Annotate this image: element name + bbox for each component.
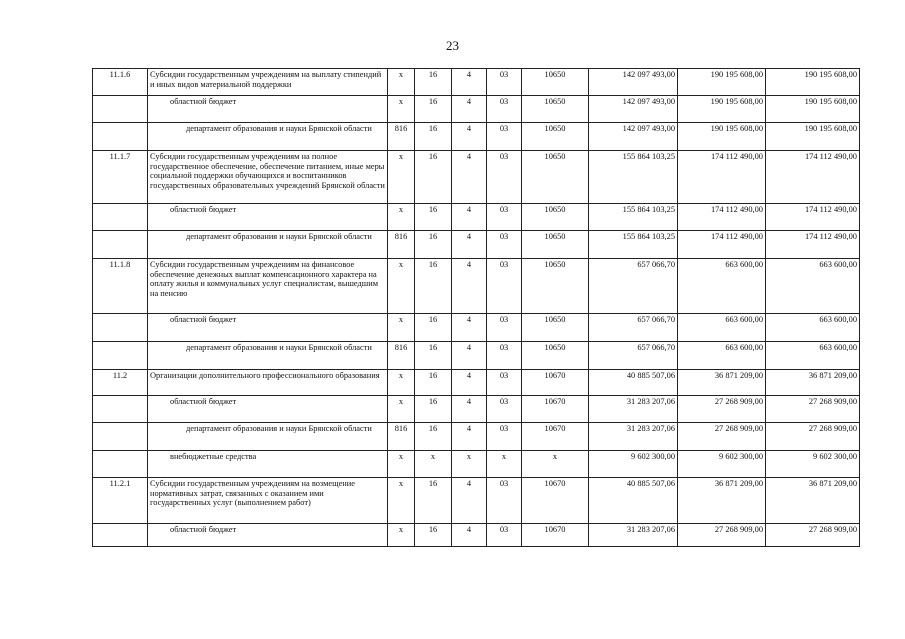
amount-3-cell: 36 871 209,00: [766, 478, 860, 524]
row-number-cell: [93, 231, 148, 259]
admin-code-cell: х: [388, 314, 415, 342]
amount-1-cell: 31 283 207,06: [589, 396, 678, 423]
section-code-cell: 16: [415, 123, 452, 151]
subsection-code-cell: 4: [452, 96, 487, 123]
admin-code-cell: 816: [388, 123, 415, 151]
target-code-cell: х: [487, 451, 522, 478]
row-name-cell: областной бюджет: [148, 396, 388, 423]
row-number-cell: [93, 96, 148, 123]
amount-1-cell: 657 066,70: [589, 259, 678, 314]
expense-code-cell: 10650: [522, 231, 589, 259]
target-code-cell: 03: [487, 69, 522, 96]
expense-code-cell: 10650: [522, 151, 589, 204]
expense-code-cell: 10650: [522, 342, 589, 370]
admin-code-cell: 816: [388, 423, 415, 451]
target-code-cell: 03: [487, 342, 522, 370]
amount-1-cell: 31 283 207,06: [589, 423, 678, 451]
section-code-cell: 16: [415, 231, 452, 259]
row-number-cell: 11.2.1: [93, 478, 148, 524]
amount-2-cell: 9 602 300,00: [678, 451, 766, 478]
table-row: [93, 151, 860, 204]
table-row: [93, 396, 860, 423]
subsection-code-cell: 4: [452, 423, 487, 451]
section-code-cell: 16: [415, 524, 452, 547]
amount-3-cell: 27 268 909,00: [766, 423, 860, 451]
amount-1-cell: 142 097 493,00: [589, 123, 678, 151]
amount-3-cell: 174 112 490,00: [766, 204, 860, 231]
expense-code-cell: 10670: [522, 370, 589, 396]
amount-3-cell: 36 871 209,00: [766, 370, 860, 396]
expense-code-cell: 10650: [522, 204, 589, 231]
subsection-code-cell: 4: [452, 478, 487, 524]
row-name-text: департамент образования и науки Брянской области: [186, 232, 372, 241]
admin-code-cell: х: [388, 478, 415, 524]
row-number-cell: [93, 342, 148, 370]
section-code-cell: х: [415, 451, 452, 478]
subsection-code-cell: 4: [452, 342, 487, 370]
table-row: [93, 314, 860, 342]
amount-2-cell: 27 268 909,00: [678, 396, 766, 423]
row-name-text: департамент образования и науки Брянской области: [186, 124, 372, 133]
target-code-cell: 03: [487, 314, 522, 342]
amount-2-cell: 190 195 608,00: [678, 96, 766, 123]
row-number-cell: [93, 524, 148, 547]
amount-1-cell: 40 885 507,06: [589, 370, 678, 396]
section-code-cell: 16: [415, 69, 452, 96]
amount-2-cell: 36 871 209,00: [678, 478, 766, 524]
row-name-cell: [148, 231, 388, 259]
amount-1-cell: 142 097 493,00: [589, 96, 678, 123]
amount-3-cell: 663 600,00: [766, 259, 860, 314]
amount-1-cell: 142 097 493,00: [589, 69, 678, 96]
section-code-cell: 16: [415, 396, 452, 423]
row-name-cell: Субсидии государственным учреждениям на финансовое обеспечение денежных выплат компенсационного характера на оплату жилья и коммунальных услуг специалистам, вышедшим на пенсию: [148, 259, 388, 314]
admin-code-cell: х: [388, 524, 415, 547]
expense-code-cell: х: [522, 451, 589, 478]
subsection-code-cell: 4: [452, 396, 487, 423]
row-name-cell: Субсидии государственным учреждениям на выплату стипендий и иных видов материальной поддержки: [148, 69, 388, 96]
subsection-code-cell: 4: [452, 314, 487, 342]
target-code-cell: 03: [487, 151, 522, 204]
amount-1-cell: 657 066,70: [589, 314, 678, 342]
admin-code-cell: х: [388, 204, 415, 231]
admin-code-cell: х: [388, 396, 415, 423]
amount-1-cell: 31 283 207,06: [589, 524, 678, 547]
row-number-cell: 11.1.6: [93, 69, 148, 96]
expense-code-cell: 10650: [522, 96, 589, 123]
expense-code-cell: 10650: [522, 69, 589, 96]
subsection-code-cell: 4: [452, 370, 487, 396]
row-name-cell: [148, 123, 388, 151]
row-name-text: департамент образования и науки Брянской области: [186, 343, 372, 352]
expense-code-cell: 10650: [522, 123, 589, 151]
row-number-cell: 11.1.8: [93, 259, 148, 314]
amount-3-cell: 190 195 608,00: [766, 96, 860, 123]
admin-code-cell: х: [388, 69, 415, 96]
row-number-cell: [93, 204, 148, 231]
amount-2-cell: 36 871 209,00: [678, 370, 766, 396]
table-row: [93, 69, 860, 96]
page-number: 23: [446, 38, 459, 53]
table-row: [93, 478, 860, 524]
row-name-cell: Субсидии государственным учреждениям на полное государственное обеспечение, обеспечение питанием, иные меры социальной поддержки обучающихся и воспитанников государственных образовательных учреждений Брянской области: [148, 151, 388, 204]
row-number-cell: 11.2: [93, 370, 148, 396]
expense-code-cell: 10670: [522, 524, 589, 547]
table-row: [93, 204, 860, 231]
target-code-cell: 03: [487, 204, 522, 231]
row-number-cell: 11.1.7: [93, 151, 148, 204]
amount-1-cell: 155 864 103,25: [589, 231, 678, 259]
amount-1-cell: 9 602 300,00: [589, 451, 678, 478]
amount-2-cell: 27 268 909,00: [678, 423, 766, 451]
target-code-cell: 03: [487, 478, 522, 524]
subsection-code-cell: 4: [452, 69, 487, 96]
budget-table: [92, 68, 860, 547]
row-name-cell: областной бюджет: [148, 314, 388, 342]
row-name-cell: Организации дополнительного профессионального образования: [148, 370, 388, 396]
section-code-cell: 16: [415, 342, 452, 370]
target-code-cell: 03: [487, 231, 522, 259]
section-code-cell: 16: [415, 259, 452, 314]
row-number-cell: [93, 451, 148, 478]
admin-code-cell: 816: [388, 342, 415, 370]
table-row: [93, 524, 860, 547]
row-name-text: департамент образования и науки Брянской области: [186, 424, 372, 433]
amount-1-cell: 657 066,70: [589, 342, 678, 370]
amount-2-cell: 27 268 909,00: [678, 524, 766, 547]
table-row: [93, 259, 860, 314]
expense-code-cell: 10670: [522, 478, 589, 524]
amount-3-cell: 174 112 490,00: [766, 231, 860, 259]
table-row: [93, 96, 860, 123]
amount-1-cell: 155 864 103,25: [589, 151, 678, 204]
row-name-cell: [148, 342, 388, 370]
amount-2-cell: 663 600,00: [678, 314, 766, 342]
row-name-cell: областной бюджет: [148, 204, 388, 231]
table-row: [93, 123, 860, 151]
row-number-cell: [93, 423, 148, 451]
target-code-cell: 03: [487, 96, 522, 123]
admin-code-cell: х: [388, 451, 415, 478]
target-code-cell: 03: [487, 524, 522, 547]
section-code-cell: 16: [415, 423, 452, 451]
subsection-code-cell: 4: [452, 259, 487, 314]
table-row: [93, 342, 860, 370]
section-code-cell: 16: [415, 204, 452, 231]
amount-3-cell: 27 268 909,00: [766, 396, 860, 423]
section-code-cell: 16: [415, 478, 452, 524]
amount-3-cell: 663 600,00: [766, 342, 860, 370]
amount-1-cell: 40 885 507,06: [589, 478, 678, 524]
subsection-code-cell: 4: [452, 524, 487, 547]
subsection-code-cell: х: [452, 451, 487, 478]
target-code-cell: 03: [487, 396, 522, 423]
row-name-cell: областной бюджет: [148, 524, 388, 547]
table-body: [93, 69, 860, 547]
admin-code-cell: х: [388, 370, 415, 396]
target-code-cell: 03: [487, 259, 522, 314]
expense-code-cell: 10670: [522, 396, 589, 423]
table-row: [93, 423, 860, 451]
section-code-cell: 16: [415, 314, 452, 342]
expense-code-cell: 10670: [522, 423, 589, 451]
subsection-code-cell: 4: [452, 123, 487, 151]
amount-3-cell: 9 602 300,00: [766, 451, 860, 478]
subsection-code-cell: 4: [452, 231, 487, 259]
target-code-cell: 03: [487, 370, 522, 396]
expense-code-cell: 10650: [522, 259, 589, 314]
section-code-cell: 16: [415, 151, 452, 204]
row-number-cell: [93, 314, 148, 342]
amount-2-cell: 190 195 608,00: [678, 69, 766, 96]
amount-2-cell: 174 112 490,00: [678, 231, 766, 259]
amount-3-cell: 663 600,00: [766, 314, 860, 342]
row-name-cell: внебюджетные средства: [148, 451, 388, 478]
amount-3-cell: 27 268 909,00: [766, 524, 860, 547]
admin-code-cell: х: [388, 151, 415, 204]
table-row: [93, 451, 860, 478]
amount-3-cell: 190 195 608,00: [766, 69, 860, 96]
amount-2-cell: 663 600,00: [678, 342, 766, 370]
row-name-cell: Субсидии государственным учреждениям на возмещение нормативных затрат, связанных с оказанием ими государственных услуг (выполнением работ): [148, 478, 388, 524]
section-code-cell: 16: [415, 96, 452, 123]
target-code-cell: 03: [487, 123, 522, 151]
subsection-code-cell: 4: [452, 204, 487, 231]
expense-code-cell: 10650: [522, 314, 589, 342]
amount-2-cell: 190 195 608,00: [678, 123, 766, 151]
target-code-cell: 03: [487, 423, 522, 451]
amount-2-cell: 174 112 490,00: [678, 204, 766, 231]
table-row: [93, 231, 860, 259]
amount-3-cell: 190 195 608,00: [766, 123, 860, 151]
admin-code-cell: х: [388, 96, 415, 123]
subsection-code-cell: 4: [452, 151, 487, 204]
amount-2-cell: 663 600,00: [678, 259, 766, 314]
admin-code-cell: 816: [388, 231, 415, 259]
row-name-cell: областной бюджет: [148, 96, 388, 123]
section-code-cell: 16: [415, 370, 452, 396]
row-number-cell: [93, 396, 148, 423]
amount-1-cell: 155 864 103,25: [589, 204, 678, 231]
amount-2-cell: 174 112 490,00: [678, 151, 766, 204]
row-number-cell: [93, 123, 148, 151]
admin-code-cell: х: [388, 259, 415, 314]
row-name-cell: [148, 423, 388, 451]
amount-3-cell: 174 112 490,00: [766, 151, 860, 204]
table-row: [93, 370, 860, 396]
